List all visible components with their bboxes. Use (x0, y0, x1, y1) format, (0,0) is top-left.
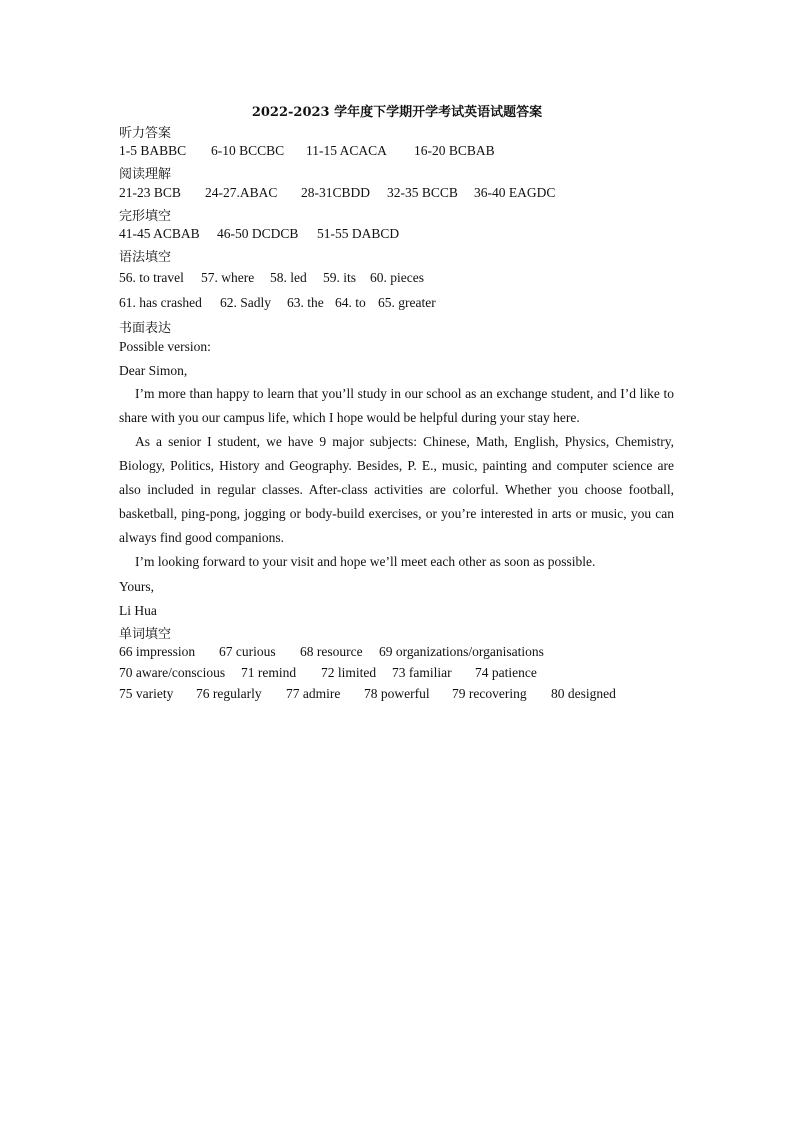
answer-item: 64. to (335, 295, 366, 310)
letter-paragraph-1: I’m more than happy to learn that you’ll study in our school as an exchange student, and I’d like to share with you our campus life, which I hope would be helpful during your stay here. (119, 386, 674, 425)
answer-item: 67 curious (219, 644, 276, 659)
answer-item: 68 resource (300, 644, 363, 659)
answer-group: 16-20 BCBAB (414, 143, 495, 158)
answer-item: 80 designed (551, 686, 616, 701)
vocabulary-answers-row-3 (119, 686, 616, 702)
vocabulary-heading: 单词填空 (119, 627, 172, 642)
cloze-answers-row (119, 226, 399, 242)
answer-group: 1-5 BABBC (119, 143, 187, 158)
letter-paragraph-2: As a senior I student, we have 9 major subjects: Chinese, Math, English, Physics, Chemistry, Biology, Politics, History and Geography. Besides, P. E., music, painting and computer science are also included in regular classes. After-class activities are colorful. Whether you choose football, basketball, ping-pong, jogging or body-build exercises, or you’re interested in arts or music, you can always find good companions. (119, 434, 674, 545)
answer-group: 46-50 DCDCB (217, 226, 299, 241)
answer-item: 59. its (323, 270, 357, 285)
letter-paragraph-3: I’m looking forward to your visit and hope we’ll meet each other as soon as possible. (135, 554, 596, 569)
answer-item: 66 impression (119, 644, 196, 659)
letter-signature: Li Hua (119, 603, 157, 618)
answer-group: 32-35 BCCB (387, 185, 458, 200)
answer-item: 74 patience (475, 665, 537, 680)
answer-item: 70 aware/conscious (119, 665, 226, 680)
answer-item: 73 familiar (392, 665, 452, 680)
answer-item: 77 admire (286, 686, 341, 701)
answer-item: 60. pieces (370, 270, 424, 285)
answer-group: 51-55 DABCD (317, 226, 400, 241)
answer-item: 63. the (287, 295, 324, 310)
answer-group: 41-45 ACBAB (119, 226, 200, 241)
answer-item: 62. Sadly (220, 295, 272, 310)
vocabulary-answers-row-1 (119, 644, 544, 660)
answer-item: 57. where (201, 270, 255, 285)
answer-item: 75 variety (119, 686, 174, 701)
answer-group: 11-15 ACACA (306, 143, 387, 158)
possible-version-label: Possible version: (119, 339, 211, 354)
answer-group: 28-31CBDD (301, 185, 371, 200)
grammar-answers-row-2 (119, 295, 436, 311)
letter-closing: Yours, (119, 579, 155, 594)
answer-item: 58. led (270, 270, 307, 285)
reading-answers-row (119, 185, 555, 201)
answer-item: 79 recovering (452, 686, 527, 701)
grammar-heading: 语法填空 (119, 250, 172, 265)
vocabulary-answers-row-2 (119, 665, 537, 681)
answer-item: 72 limited (321, 665, 377, 680)
answer-group: 36-40 EAGDC (474, 185, 556, 200)
page-title: 2022-2023 学年度下学期开学考试英语试题答案 (251, 105, 543, 120)
writing-heading: 书面表达 (119, 321, 172, 336)
listening-heading: 听力答案 (119, 126, 172, 141)
answer-item: 61. has crashed (119, 295, 202, 310)
answer-item: 56. to travel (119, 270, 184, 285)
answer-item: 78 powerful (364, 686, 430, 701)
reading-heading: 阅读理解 (119, 167, 172, 182)
answer-group: 24-27.ABAC (205, 185, 278, 200)
answer-item: 69 organizations/organisations (379, 644, 544, 659)
answer-item: 76 regularly (196, 686, 262, 701)
grammar-answers-row-1 (119, 270, 424, 286)
answer-group: 21-23 BCB (119, 185, 181, 200)
answer-item: 71 remind (241, 665, 297, 680)
cloze-heading: 完形填空 (119, 209, 172, 224)
letter-greeting: Dear Simon, (119, 363, 188, 378)
answer-item: 65. greater (378, 295, 436, 310)
listening-answers-row (119, 143, 495, 159)
answer-group: 6-10 BCCBC (211, 143, 285, 158)
